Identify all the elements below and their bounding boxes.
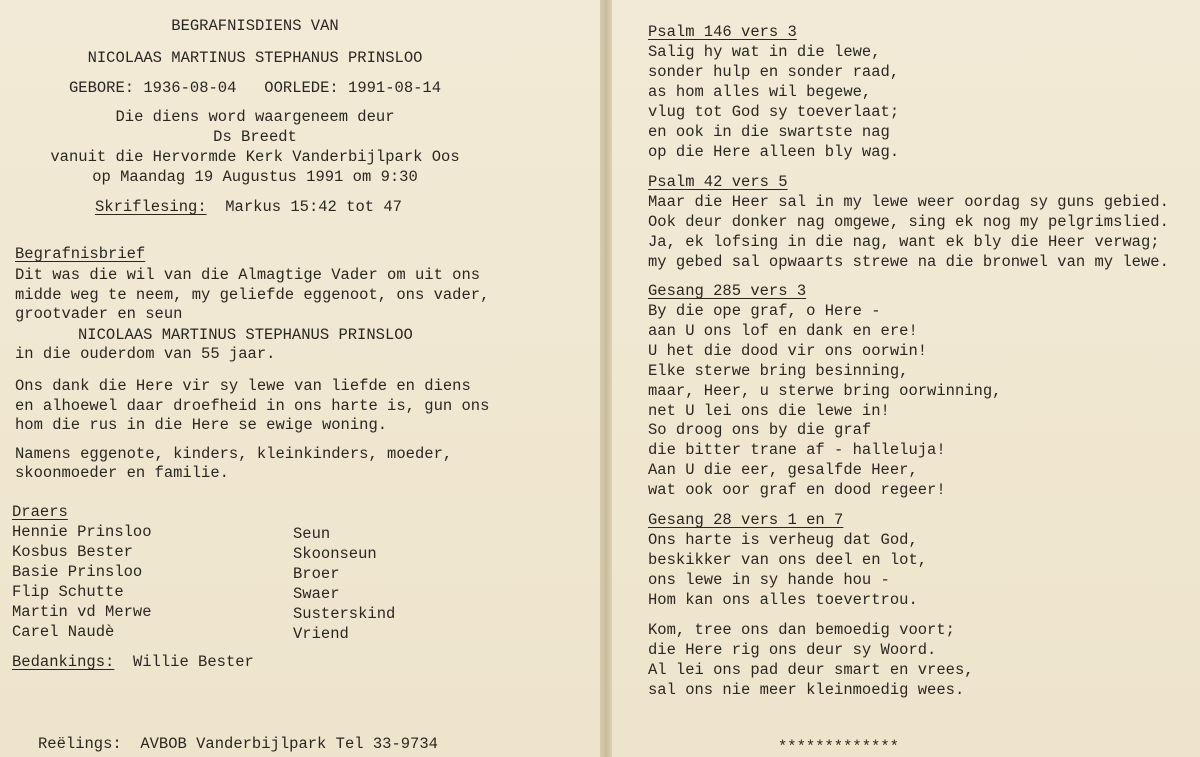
bearer-name: Hennie Prinsloo (12, 523, 152, 541)
bearer-name: Flip Schutte (12, 583, 124, 601)
thanks-line: Ons dank die Here vir sy lewe van liefde en diens (15, 377, 471, 395)
psalm146-line: op die Here alleen bly wag. (648, 143, 900, 161)
psalm146-heading-text: Psalm 146 vers 3 (648, 23, 797, 41)
page-fold (600, 0, 612, 757)
scripture-text: Markus 15:42 tot 47 (225, 198, 402, 216)
gesang285-line: Elke sterwe bring besinning, (648, 362, 909, 380)
psalm42-line: Ja, ek lofsing in die nag, want ek bly die Heer verwag; (648, 233, 1160, 251)
gesang285-line: wat ook oor graf en dood regeer! (648, 481, 946, 499)
gesang28-line: ons lewe in sy hande hou - (648, 571, 890, 589)
gesang28-line: Kom, tree ons dan bemoedig voort; (648, 621, 955, 639)
bearer-name: Carel Naudè (12, 623, 115, 641)
service-line: Die diens word waargeneem deur (115, 108, 395, 126)
psalm42-line: my gebed sal opwaarts strewe na die bronwel van my lewe. (648, 253, 1169, 271)
gesang285-line: By die ope graf, o Here - (648, 302, 881, 320)
letter-heading (15, 244, 145, 264)
gesang28-line: Hom kan ons alles toevertrou. (648, 591, 918, 609)
gesang285-line: aan U ons lof en dank en ere! (648, 322, 918, 340)
acknowledgements-name: Willie Bester (132, 653, 254, 671)
deceased-name: NICOLAAS MARTINUS STEPHANUS PRINSLOO (87, 49, 423, 67)
psalm146-line: en ook in die swartste nag (648, 123, 890, 141)
gesang28-line: Al lei ons pad deur smart en vrees, (648, 661, 974, 679)
gesang285-line: So droog ons by die graf (648, 421, 872, 439)
gesang28-line: Ons harte is verheug dat God, (648, 531, 918, 549)
bearer-relation: Broer (293, 565, 340, 583)
letter-heading-text: Begrafnisbrief (15, 245, 146, 263)
letter-line: Dit was die wil van die Almagtige Vader om uit ons (15, 266, 481, 284)
gesang285-heading-text: Gesang 285 vers 3 (648, 282, 807, 300)
service-title: BEGRAFNISDIENS VAN (171, 17, 339, 35)
letter-line: NICOLAAS MARTINUS STEPHANUS PRINSLOO (78, 326, 413, 344)
bearers-heading-text: Draers (12, 503, 68, 521)
bearer-name: Kosbus Bester (12, 543, 133, 561)
right-page (612, 0, 1200, 757)
gesang28-heading-text: Gesang 28 vers 1 en 7 (648, 511, 844, 529)
bearer-relation: Susterskind (293, 605, 396, 623)
psalm146-heading (648, 22, 797, 42)
acknowledgements-label: Bedankings: (12, 653, 115, 671)
birth-death-dates: GEBORE: 1936-08-04 OORLEDE: 1991-08-14 (68, 79, 442, 97)
gesang285-line: die bitter trane af - halleluja! (648, 441, 946, 459)
letter-line: midde weg te neem, my geliefde eggenoot, ons vader, (15, 286, 490, 304)
psalm42-heading-text: Psalm 42 vers 5 (648, 173, 788, 191)
bearers-heading (12, 502, 68, 522)
gesang28-line: sal ons nie meer kleinmoedig wees. (648, 681, 965, 699)
gesang285-heading (648, 281, 806, 301)
letter-line: grootvader en seun (15, 305, 183, 323)
psalm146-line: sonder hulp en sonder raad, (648, 63, 900, 81)
scripture-reading (95, 197, 402, 217)
scripture-label: Skriflesing: (95, 198, 207, 216)
funeral-arrangements: Reëlings: AVBOB Vanderbijlpark Tel 33-9734 (38, 735, 438, 753)
gesang285-line: Aan U die eer, gesalfde Heer, (648, 461, 918, 479)
gesang285-line: net U lei ons die lewe in! (648, 402, 890, 420)
gesang28-line: beskikker van ons deel en lot, (648, 551, 928, 569)
family-line: Namens eggenote, kinders, kleinkinders, moeder, (15, 445, 453, 463)
family-line: skoonmoeder en familie. (15, 464, 229, 482)
letter-line: in die ouderdom van 55 jaar. (15, 345, 276, 363)
bearer-relation: Vriend (293, 625, 349, 643)
gesang285-line: U het die dood vir ons oorwin! (648, 342, 928, 360)
psalm42-heading (648, 172, 788, 192)
bearer-relation: Seun (293, 525, 331, 543)
gesang28-line: die Here rig ons deur sy Woord. (648, 641, 937, 659)
bearer-relation: Skoonseun (293, 545, 377, 563)
closing-stars: ************* (778, 738, 899, 756)
psalm146-line: vlug tot God sy toeverlaat; (648, 103, 900, 121)
service-line: Ds Breedt (213, 128, 297, 146)
acknowledgements (12, 652, 254, 672)
bearer-name: Basie Prinsloo (12, 563, 143, 581)
service-line: vanuit die Hervormde Kerk Vanderbijlpark Oos (50, 148, 460, 166)
bearer-relation: Swaer (293, 585, 340, 603)
thanks-line: en alhoewel daar droefheid in ons harte is, gun ons (15, 397, 490, 415)
bearer-name: Martin vd Merwe (12, 603, 152, 621)
psalm42-line: Maar die Heer sal in my lewe weer oordag sy guns gebied. (648, 193, 1169, 211)
gesang28-heading (648, 510, 843, 530)
thanks-line: hom die rus in die Here se ewige woning. (15, 416, 388, 434)
service-line: op Maandag 19 Augustus 1991 om 9:30 (92, 168, 418, 186)
psalm42-line: Ook deur donker nag omgewe, sing ek nog my pelgrimslied. (648, 213, 1169, 231)
psalm146-line: Salig hy wat in die lewe, (648, 43, 881, 61)
gesang285-line: maar, Heer, u sterwe bring oorwinning, (648, 382, 1002, 400)
psalm146-line: as hom alles wil begewe, (648, 83, 872, 101)
